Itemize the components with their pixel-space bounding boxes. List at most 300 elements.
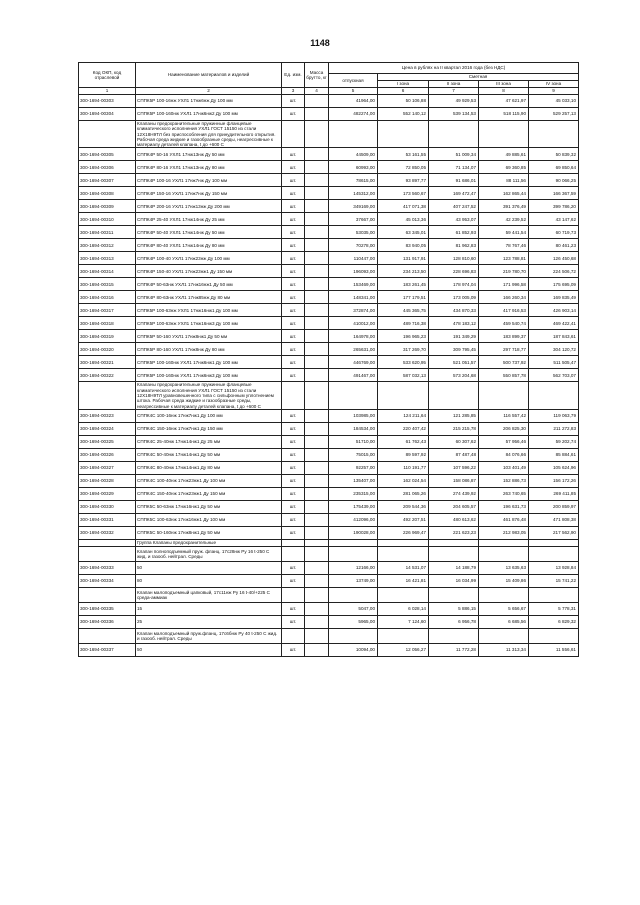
price-release: 110447,00: [329, 252, 378, 265]
item-code: 300-1694-00327: [79, 461, 136, 474]
table-row: [79, 343, 579, 356]
item-code: 300-1694-00333: [79, 561, 136, 574]
item-name: СППК5С 50-63нж 17нж16нж1 Ду 50 мм: [136, 500, 282, 513]
item-mass: [305, 561, 329, 574]
price-zone-1: 50 106,88: [378, 95, 429, 108]
col-index: 9: [529, 88, 579, 95]
empty-cell: [479, 546, 529, 561]
item-name: СППК5Р 100-160нж УХЛ1 17нж6нж1 Ду 100 мм: [136, 356, 282, 369]
empty-cell: [479, 121, 529, 148]
price-zone-2: 49 929,53: [429, 95, 479, 108]
table-row: [79, 108, 579, 121]
item-code: 300-1694-00320: [79, 343, 136, 356]
item-code: 300-1694-00337: [79, 643, 136, 656]
empty-cell: [529, 539, 579, 546]
item-code: 300-1694-00313: [79, 252, 136, 265]
price-zone-1: 489 716,38: [378, 317, 429, 330]
item-mass: [305, 487, 329, 500]
item-code: 300-1694-00304: [79, 108, 136, 121]
item-mass: [305, 343, 329, 356]
price-zone-2: 71 134,07: [429, 161, 479, 174]
item-unit: шт.: [282, 213, 305, 226]
price-zone-1: 281 065,26: [378, 487, 429, 500]
price-zone-3: 459 540,74: [479, 317, 529, 330]
table-row: [79, 369, 579, 382]
empty-cell: [329, 628, 378, 643]
table-row: [79, 422, 579, 435]
item-mass: [305, 174, 329, 187]
item-mass: [305, 643, 329, 656]
table-row: [79, 174, 579, 187]
price-zone-4: 471 808,38: [529, 513, 579, 526]
price-zone-4: 59 202,74: [529, 435, 579, 448]
price-zone-3: 69 360,85: [479, 161, 529, 174]
empty-cell: [479, 539, 529, 546]
item-code: 300-1694-00321: [79, 356, 136, 369]
price-zone-1: 177 179,51: [378, 291, 429, 304]
price-zone-2: 204 605,57: [429, 500, 479, 513]
item-mass: [305, 422, 329, 435]
price-release: 164978,00: [329, 330, 378, 343]
item-name: СППК4Р 80-16 УХЛ1 17нж13нж Ду 80 мм: [136, 161, 282, 174]
item-code: 300-1694-00306: [79, 161, 136, 174]
empty-cell: [79, 539, 136, 546]
empty-cell: [79, 587, 136, 602]
empty-cell: [529, 382, 579, 409]
item-unit: шт.: [282, 500, 305, 513]
empty-cell: [305, 121, 329, 148]
item-code: 300-1694-00329: [79, 487, 136, 500]
item-unit: шт.: [282, 448, 305, 461]
item-unit: шт.: [282, 226, 305, 239]
price-zone-2: 521 051,57: [429, 356, 479, 369]
item-code: 300-1694-00318: [79, 317, 136, 330]
price-zone-2: 169 472,47: [429, 187, 479, 200]
item-name: СППК4Р 100-16 УХЛ1 17нж7нж Ду 100 мм: [136, 174, 282, 187]
item-name: СППК4Р 25-40 УХЛ1 17нж14нж Ду 25 мм: [136, 213, 282, 226]
item-name: СППК5Р 100-16нж УХЛ1 17нж6нж Ду 100 мм: [136, 95, 282, 108]
item-mass: [305, 615, 329, 628]
header-estimate: Сметная: [378, 74, 579, 81]
item-mass: [305, 239, 329, 252]
item-mass: [305, 161, 329, 174]
item-unit: шт.: [282, 526, 305, 539]
item-unit: шт.: [282, 435, 305, 448]
col-index: 8: [479, 88, 529, 95]
price-release: 145312,00: [329, 187, 378, 200]
price-zone-4: 85 884,61: [529, 448, 579, 461]
item-code: 300-1694-00312: [79, 239, 136, 252]
item-name: СППК4С 150-40нж 17нж23нж1 Ду 150 мм: [136, 487, 282, 500]
item-unit: шт.: [282, 174, 305, 187]
price-zone-2: 107 596,22: [429, 461, 479, 474]
price-zone-1: 162 024,54: [378, 474, 429, 487]
price-zone-1: 234 213,50: [378, 265, 429, 278]
table-row: [79, 213, 579, 226]
price-zone-1: 173 560,67: [378, 187, 429, 200]
item-mass: [305, 356, 329, 369]
price-zone-1: 45 013,36: [378, 213, 429, 226]
item-mass: [305, 448, 329, 461]
price-zone-4: 15 741,22: [529, 574, 579, 587]
empty-cell: [305, 382, 329, 409]
price-release: 482274,00: [329, 108, 378, 121]
price-release: 235315,00: [329, 487, 378, 500]
empty-cell: [378, 539, 429, 546]
item-mass: [305, 95, 329, 108]
table-row: [79, 448, 579, 461]
item-unit: шт.: [282, 643, 305, 656]
item-mass: [305, 200, 329, 213]
item-unit: шт.: [282, 148, 305, 161]
col-index: 2: [136, 88, 282, 95]
header-zone-1: I зона: [378, 81, 429, 88]
price-zone-3: 42 239,52: [479, 213, 529, 226]
price-release: 37667,00: [329, 213, 378, 226]
price-zone-4: 166 367,59: [529, 187, 579, 200]
price-release: 60993,00: [329, 161, 378, 174]
item-name: СППК5С 50-160нж 17нж8нж1 Ду 50 мм: [136, 526, 282, 539]
empty-cell: [429, 546, 479, 561]
empty-cell: [282, 382, 305, 409]
table-row: [79, 187, 579, 200]
price-zone-1: 131 917,91: [378, 252, 429, 265]
column-index-row: [79, 88, 579, 95]
header-mass: Масса брутто, кг: [305, 63, 329, 88]
price-zone-2: 5 886,15: [429, 602, 479, 615]
empty-cell: [429, 382, 479, 409]
table-row: [79, 252, 579, 265]
price-table: [78, 62, 579, 657]
price-zone-2: 215 215,78: [429, 422, 479, 435]
item-unit: шт.: [282, 422, 305, 435]
price-zone-1: 124 211,64: [378, 409, 429, 422]
price-release: 78615,00: [329, 174, 378, 187]
item-name: 15: [136, 602, 282, 615]
price-zone-2: 14 188,79: [429, 561, 479, 574]
price-zone-2: 121 285,85: [429, 409, 479, 422]
empty-cell: [329, 539, 378, 546]
price-zone-1: 209 544,36: [378, 500, 429, 513]
item-unit: шт.: [282, 409, 305, 422]
item-code: 300-1694-00305: [79, 148, 136, 161]
table-row: [79, 474, 579, 487]
price-release: 12166,00: [329, 561, 378, 574]
item-mass: [305, 252, 329, 265]
item-mass: [305, 574, 329, 587]
price-zone-3: 59 441,54: [479, 226, 529, 239]
header-zone-4: IV зона: [529, 81, 579, 88]
col-index: 1: [79, 88, 136, 95]
item-unit: шт.: [282, 343, 305, 356]
item-unit: шт.: [282, 108, 305, 121]
item-unit: шт.: [282, 95, 305, 108]
table-row: [79, 615, 579, 628]
table-row: [79, 291, 579, 304]
price-zone-4: 187 843,61: [529, 330, 579, 343]
empty-cell: [79, 546, 136, 561]
empty-cell: [378, 628, 429, 643]
price-zone-1: 6 028,14: [378, 602, 429, 615]
empty-cell: [529, 587, 579, 602]
col-index: 6: [378, 88, 429, 95]
price-zone-4: 529 257,13: [529, 108, 579, 121]
empty-cell: [329, 546, 378, 561]
col-index: 5: [329, 88, 378, 95]
price-zone-1: 72 850,05: [378, 161, 429, 174]
item-name: 50: [136, 561, 282, 574]
price-release: 92257,00: [329, 461, 378, 474]
item-code: 300-1694-00323: [79, 409, 136, 422]
empty-cell: [282, 546, 305, 561]
item-code: 300-1694-00328: [79, 474, 136, 487]
item-unit: шт.: [282, 161, 305, 174]
price-zone-3: 84 076,66: [479, 448, 529, 461]
header-price-group: Цена в рублях на II квартал 2016 года (без НДС): [329, 63, 579, 74]
price-zone-2: 228 696,83: [429, 265, 479, 278]
item-code: 300-1694-00334: [79, 574, 136, 587]
price-release: 265631,00: [329, 343, 378, 356]
empty-cell: [479, 587, 529, 602]
price-zone-1: 61 762,43: [378, 435, 429, 448]
price-zone-1: 226 969,47: [378, 526, 429, 539]
price-zone-3: 123 788,81: [479, 252, 529, 265]
price-zone-3: 49 885,61: [479, 148, 529, 161]
item-mass: [305, 461, 329, 474]
price-zone-2: 573 204,68: [429, 369, 479, 382]
col-index: 4: [305, 88, 329, 95]
price-zone-2: 309 795,45: [429, 343, 479, 356]
item-unit: шт.: [282, 278, 305, 291]
item-code: 300-1694-00336: [79, 615, 136, 628]
item-code: 300-1694-00316: [79, 291, 136, 304]
col-index: 3: [282, 88, 305, 95]
price-zone-4: 211 272,83: [529, 422, 579, 435]
item-code: 300-1694-00325: [79, 435, 136, 448]
price-zone-4: 5 778,31: [529, 602, 579, 615]
item-code: 300-1694-00310: [79, 213, 136, 226]
price-zone-2: 178 974,04: [429, 278, 479, 291]
item-name: СППК4Р 150-40 УХЛ1 17нж23нж1 Ду 150 мм: [136, 265, 282, 278]
item-mass: [305, 409, 329, 422]
empty-cell: [429, 539, 479, 546]
price-release: 184534,00: [329, 422, 378, 435]
table-row: [79, 513, 579, 526]
price-zone-2: 407 247,52: [429, 200, 479, 213]
price-zone-1: 12 056,27: [378, 643, 429, 656]
price-zone-4: 269 411,85: [529, 487, 579, 500]
price-zone-3: 13 635,63: [479, 561, 529, 574]
price-zone-3: 6 685,56: [479, 615, 529, 628]
item-name: СППК5Р 50-160 УХЛ1 17нж8нж1 Ду 50 мм: [136, 330, 282, 343]
item-code: 300-1694-00317: [79, 304, 136, 317]
empty-cell: [378, 587, 429, 602]
table-row: [79, 574, 579, 587]
table-row: [79, 409, 579, 422]
price-release: 5965,00: [329, 615, 378, 628]
item-name: СППК5Р 100-63нж УХЛ1 17нж16нж1 Ду 100 мм: [136, 304, 282, 317]
price-zone-3: 263 740,65: [479, 487, 529, 500]
price-release: 349169,00: [329, 200, 378, 213]
table-row: [79, 526, 579, 539]
item-name: СППК4Р 100-40 УХЛ1 17нж23нж Ду 100 мм: [136, 252, 282, 265]
item-unit: шт.: [282, 291, 305, 304]
item-name: 80: [136, 574, 282, 587]
price-release: 70278,00: [329, 239, 378, 252]
price-zone-3: 47 621,97: [479, 95, 529, 108]
item-mass: [305, 474, 329, 487]
item-name: СППК4С 50-40нж 17нж14нж1 Ду 50 мм: [136, 448, 282, 461]
item-name: СППК5С 100-63нж 17нж16нж1 Ду 100 мм: [136, 513, 282, 526]
price-zone-4: 426 903,14: [529, 304, 579, 317]
price-zone-2: 173 005,09: [429, 291, 479, 304]
item-name: СППК5Р 100-160нж УХЛ1 17нж6нж3 Ду 100 мм: [136, 369, 282, 382]
section-description-row: [79, 382, 579, 409]
empty-cell: [529, 546, 579, 561]
item-code: 300-1694-00308: [79, 187, 136, 200]
empty-cell: [282, 628, 305, 643]
price-zone-1: 14 531,07: [378, 561, 429, 574]
empty-cell: [429, 587, 479, 602]
group-title: Группа Клапаны предохранительные: [136, 539, 282, 546]
item-mass: [305, 265, 329, 278]
price-zone-3: 152 886,73: [479, 474, 529, 487]
empty-cell: [329, 587, 378, 602]
item-code: 300-1694-00332: [79, 526, 136, 539]
table-row: [79, 317, 579, 330]
price-release: 196093,00: [329, 265, 378, 278]
table-row: [79, 304, 579, 317]
price-zone-3: 391 376,49: [479, 200, 529, 213]
item-code: 300-1694-00303: [79, 95, 136, 108]
price-zone-3: 171 996,58: [479, 278, 529, 291]
price-zone-2: 87 487,48: [429, 448, 479, 461]
table-row: [79, 200, 579, 213]
item-unit: шт.: [282, 369, 305, 382]
price-release: 41964,00: [329, 95, 378, 108]
price-zone-2: 43 953,07: [429, 213, 479, 226]
price-zone-1: 587 032,13: [378, 369, 429, 382]
empty-cell: [529, 121, 579, 148]
price-release: 372874,00: [329, 304, 378, 317]
item-mass: [305, 304, 329, 317]
table-row: [79, 161, 579, 174]
item-mass: [305, 602, 329, 615]
price-release: 13749,00: [329, 574, 378, 587]
price-zone-2: 221 623,23: [429, 526, 479, 539]
item-code: 300-1694-00309: [79, 200, 136, 213]
price-zone-2: 81 962,83: [429, 239, 479, 252]
section-description: Клапаны предохранительные пружинные фланцевые климатического исполнения УХЛ1 ГОСТ 15150 из стали 12Х18Н9ТЛ уравновешенного типа с сильфонным уплотнением штока. Рабочая среда жидкие и газообразные среды, неагрессивные к материалу деталей клапана, t до +600 С: [136, 382, 282, 409]
item-name: СППК4Р 200-16 УХЛ1 17нж13нж Ду 200 мм: [136, 200, 282, 213]
price-zone-2: 128 810,60: [429, 252, 479, 265]
price-zone-1: 533 620,95: [378, 356, 429, 369]
price-zone-1: 552 140,12: [378, 108, 429, 121]
empty-cell: [305, 546, 329, 561]
table-row: [79, 487, 579, 500]
price-zone-4: 126 450,68: [529, 252, 579, 265]
table-row: [79, 602, 579, 615]
price-zone-4: 60 719,73: [529, 226, 579, 239]
price-release: 75015,00: [329, 448, 378, 461]
table-row: [79, 239, 579, 252]
empty-cell: [378, 546, 429, 561]
empty-cell: [329, 382, 378, 409]
empty-cell: [79, 628, 136, 643]
table-row: [79, 561, 579, 574]
price-zone-1: 7 124,60: [378, 615, 429, 628]
item-code: 300-1694-00315: [79, 278, 136, 291]
item-mass: [305, 148, 329, 161]
price-zone-1: 183 261,45: [378, 278, 429, 291]
price-zone-4: 13 928,84: [529, 561, 579, 574]
empty-cell: [378, 382, 429, 409]
price-zone-4: 200 859,97: [529, 500, 579, 513]
empty-cell: [305, 587, 329, 602]
table-row: [79, 95, 579, 108]
item-mass: [305, 513, 329, 526]
empty-cell: [479, 628, 529, 643]
price-zone-1: 417 071,38: [378, 200, 429, 213]
price-zone-2: 191 349,29: [429, 330, 479, 343]
item-name: СППК4Р 80-63нж УХЛ1 17нж85нж Ду 80 мм: [136, 291, 282, 304]
item-mass: [305, 500, 329, 513]
price-zone-4: 50 839,32: [529, 148, 579, 161]
header-unit: Ед. изм.: [282, 63, 305, 88]
price-zone-4: 562 703,07: [529, 369, 579, 382]
price-release: 44509,00: [329, 148, 378, 161]
item-mass: [305, 213, 329, 226]
price-release: 51710,00: [329, 435, 378, 448]
header-release: отпускная: [329, 74, 378, 88]
section-description-row: [79, 628, 579, 643]
price-zone-3: 500 737,92: [479, 356, 529, 369]
price-zone-4: 399 786,20: [529, 200, 579, 213]
price-release: 491467,00: [329, 369, 378, 382]
table-row: [79, 643, 579, 656]
price-zone-4: 69 850,64: [529, 161, 579, 174]
price-zone-4: 224 506,72: [529, 265, 579, 278]
item-name: СППК4Р 50-40 УХЛ1 17нж14нж Ду 50 мм: [136, 226, 282, 239]
header-name: Наименование материалов и изделий: [136, 63, 282, 88]
price-zone-3: 116 557,42: [479, 409, 529, 422]
table-row: [79, 226, 579, 239]
section-description-row: [79, 587, 579, 602]
price-zone-1: 196 965,23: [378, 330, 429, 343]
table-row: [79, 461, 579, 474]
group-row: [79, 539, 579, 546]
item-name: 25: [136, 615, 282, 628]
item-mass: [305, 291, 329, 304]
price-release: 148341,00: [329, 291, 378, 304]
item-mass: [305, 226, 329, 239]
page-number: 1148: [310, 38, 330, 48]
section-description: Клапан малоподъемный цапковый, 17с11нж Ру 16 t-40/+225 С среда-аммиак: [136, 587, 282, 602]
price-zone-3: 15 409,86: [479, 574, 529, 587]
empty-cell: [305, 628, 329, 643]
price-release: 412096,00: [329, 513, 378, 526]
price-release: 53035,00: [329, 226, 378, 239]
section-description-row: [79, 121, 579, 148]
price-zone-1: 83 940,05: [378, 239, 429, 252]
price-zone-2: 16 034,99: [429, 574, 479, 587]
empty-cell: [282, 587, 305, 602]
item-code: 300-1694-00324: [79, 422, 136, 435]
price-zone-3: 103 401,49: [479, 461, 529, 474]
price-release: 410012,00: [329, 317, 378, 330]
empty-cell: [282, 539, 305, 546]
price-zone-4: 43 147,62: [529, 213, 579, 226]
